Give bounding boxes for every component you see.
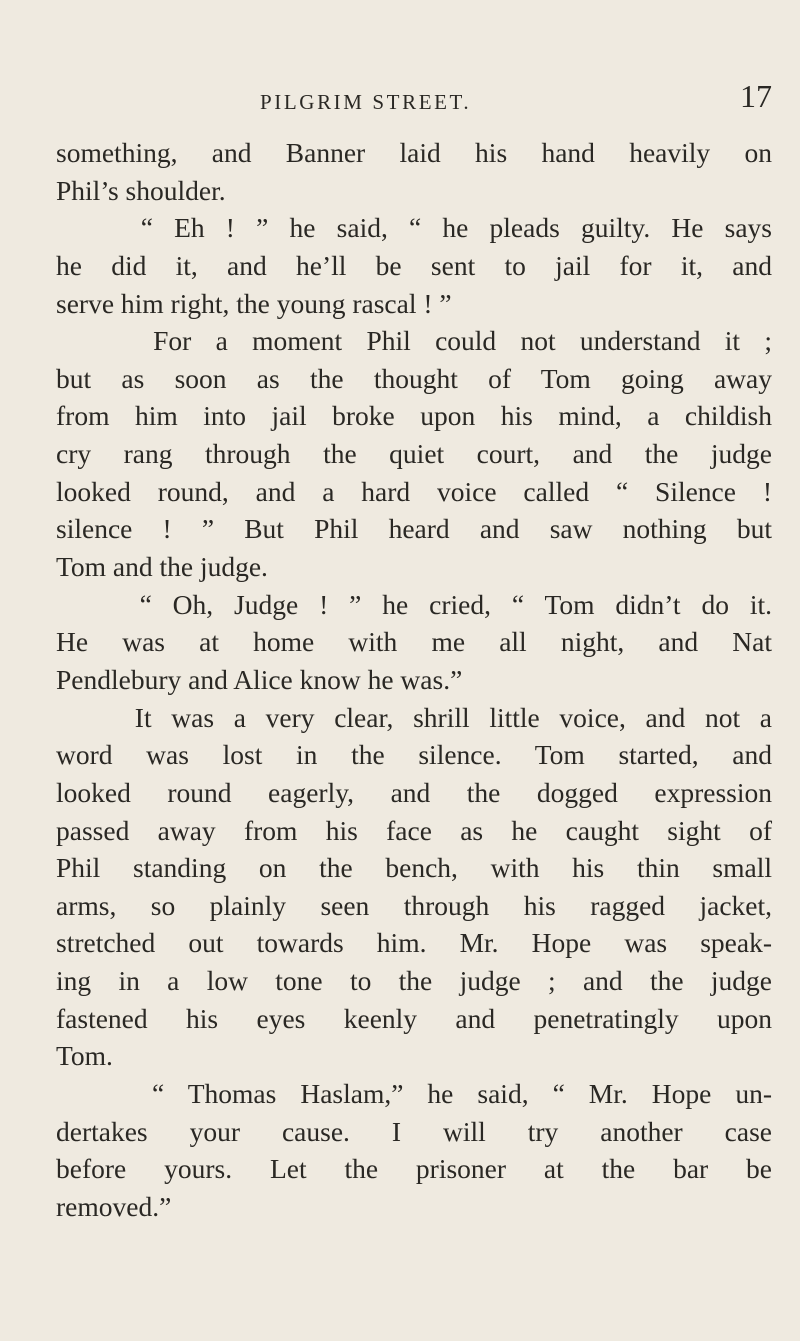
- text-line: “ Thomas Haslam,” he said, “ Mr. Hope un-: [56, 1078, 772, 1110]
- running-head: [56, 78, 772, 126]
- text-line: “ Eh ! ” he said, “ he pleads guilty. He says: [56, 212, 772, 244]
- text-line: dertakes your cause. I will try another case: [56, 1115, 772, 1147]
- body-text: [56, 134, 772, 1226]
- text-line: Tom.: [56, 1040, 113, 1072]
- text-line: passed away from his face as he caught sight of: [56, 814, 772, 846]
- text-line: he did it, and he’ll be sent to jail for it, and: [56, 249, 772, 281]
- text-line: For a moment Phil could not understand it ;: [56, 325, 772, 357]
- text-line: serve him right, the young rascal ! ”: [56, 287, 452, 319]
- text-line: but as soon as the thought of Tom going away: [56, 362, 772, 394]
- text-line: cry rang through the quiet court, and the judge: [56, 438, 772, 470]
- text-line: Phil standing on the bench, with his thin small: [56, 852, 772, 884]
- text-line: Pendlebury and Alice know he was.”: [56, 663, 463, 695]
- page-number: 17: [740, 78, 772, 114]
- text-line: looked round eagerly, and the dogged expression: [56, 776, 772, 808]
- text-line: arms, so plainly seen through his ragged jacket,: [56, 889, 772, 921]
- text-line: something, and Banner laid his hand heavily on: [56, 137, 772, 168]
- text-line: ing in a low tone to the judge ; and the judge: [56, 965, 772, 997]
- text-line: It was a very clear, shrill little voice, and not a: [56, 701, 772, 733]
- text-line: “ Oh, Judge ! ” he cried, “ Tom didn’t do it.: [56, 588, 772, 620]
- text-line: word was lost in the silence. Tom started, and: [56, 739, 772, 771]
- running-title: PILGRIM STREET.: [260, 90, 472, 114]
- text-line: from him into jail broke upon his mind, a childish: [56, 400, 772, 432]
- text-line: He was at home with me all night, and Nat: [56, 626, 772, 658]
- text-line: silence ! ” But Phil heard and saw nothing but: [56, 513, 772, 545]
- text-line: removed.”: [56, 1190, 172, 1222]
- text-line: looked round, and a hard voice called “ Silence !: [56, 475, 772, 507]
- text-line: Tom and the judge.: [56, 551, 268, 583]
- text-line: before yours. Let the prisoner at the bar be: [56, 1153, 772, 1185]
- text-line: Phil’s shoulder.: [56, 174, 226, 206]
- text-line: stretched out towards him. Mr. Hope was speak-: [56, 927, 772, 959]
- text-line: fastened his eyes keenly and penetratingly upon: [56, 1002, 772, 1034]
